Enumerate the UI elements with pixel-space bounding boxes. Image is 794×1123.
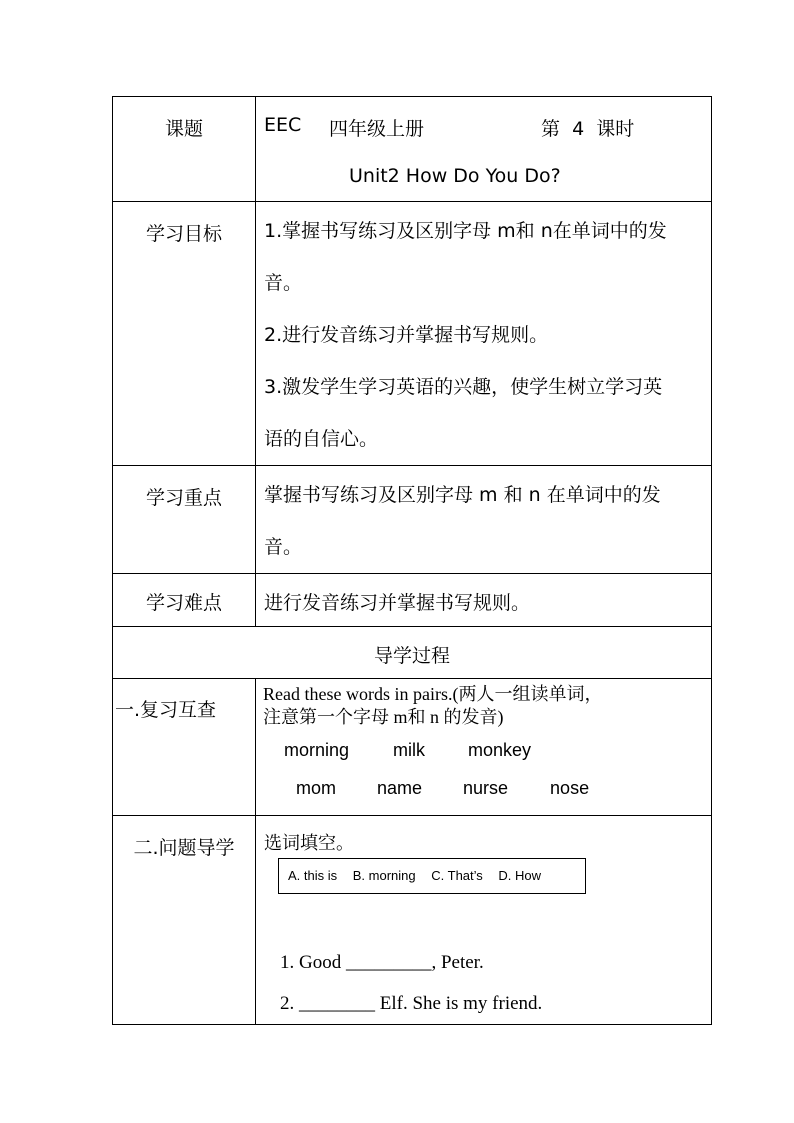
topic-unit: Unit2 How Do You Do? bbox=[349, 165, 561, 187]
goals-row bbox=[113, 202, 712, 466]
questions-label-cell bbox=[113, 816, 256, 1025]
key-points-row bbox=[113, 466, 712, 574]
questions-label: 二.问题导学 bbox=[133, 837, 235, 859]
goal-line: 2.进行发音练习并掌握书写规则。 bbox=[264, 324, 549, 346]
word-item: milk bbox=[393, 740, 426, 760]
word-item: name bbox=[377, 778, 423, 798]
difficulties-row bbox=[113, 574, 712, 627]
topic-lesson: 第 4 课时 bbox=[541, 118, 635, 140]
questions-content-cell bbox=[256, 816, 712, 1025]
goals-content-cell bbox=[256, 202, 712, 466]
topic-code: EEC bbox=[264, 114, 302, 136]
questions-row bbox=[113, 816, 712, 1025]
difficulties-text: 进行发音练习并掌握书写规则。 bbox=[264, 592, 531, 614]
option-item: D. How bbox=[498, 868, 542, 883]
key-point-line: 音。 bbox=[264, 536, 303, 558]
word-item: mom bbox=[296, 778, 336, 798]
lesson-plan-table bbox=[112, 96, 712, 1025]
key-points-label: 学习重点 bbox=[145, 487, 222, 509]
topic-row bbox=[113, 97, 712, 202]
topic-content-cell bbox=[256, 97, 712, 202]
review-instruction: Read these words in pairs.(两人一组读单词， bbox=[263, 684, 603, 704]
review-instruction-cont: 注意第一个字母 m和 n 的发音) bbox=[263, 707, 504, 727]
goals-label-cell bbox=[113, 202, 256, 466]
option-item: B. morning bbox=[352, 868, 416, 883]
word-options-box bbox=[278, 858, 586, 894]
goal-line: 音。 bbox=[264, 272, 303, 294]
key-points-content-cell bbox=[256, 466, 712, 574]
word-item: morning bbox=[284, 740, 350, 760]
goals-label: 学习目标 bbox=[145, 223, 222, 245]
word-item: monkey bbox=[468, 740, 532, 760]
topic-label: 课题 bbox=[164, 118, 203, 140]
difficulties-content-cell bbox=[256, 574, 712, 627]
difficulties-label: 学习难点 bbox=[145, 592, 222, 614]
process-header-cell bbox=[113, 627, 712, 679]
topic-grade: 四年级上册 bbox=[329, 118, 425, 140]
process-header-row bbox=[113, 627, 712, 679]
question-item-1: 1. Good _________, Peter. bbox=[280, 952, 484, 973]
topic-label-cell bbox=[113, 97, 256, 202]
goal-line: 3.激发学生学习英语的兴趣，使学生树立学习英 bbox=[264, 376, 663, 398]
word-row-2 bbox=[256, 761, 711, 799]
review-content-cell bbox=[256, 679, 712, 816]
question-item-2: 2. ________ Elf. She is my friend. bbox=[280, 993, 543, 1014]
word-item: nose bbox=[550, 778, 590, 798]
process-header: 导学过程 bbox=[373, 645, 450, 667]
word-row-1 bbox=[256, 729, 711, 761]
option-item: C. That’s bbox=[431, 868, 483, 883]
option-item: A. this is bbox=[288, 868, 338, 883]
questions-instruction: 选词填空。 bbox=[264, 833, 354, 853]
review-row bbox=[113, 679, 712, 816]
review-label-cell bbox=[113, 679, 256, 816]
lesson-plan-sheet bbox=[112, 96, 711, 1018]
word-item: nurse bbox=[463, 778, 509, 798]
goal-line: 语的自信心。 bbox=[264, 428, 379, 450]
goal-line: 1.掌握书写练习及区别字母 m和 n在单词中的发 bbox=[264, 220, 667, 242]
key-point-line: 掌握书写练习及区别字母 m 和 n 在单词中的发 bbox=[264, 484, 661, 506]
key-points-label-cell bbox=[113, 466, 256, 574]
review-label: 一.复习互查 bbox=[115, 699, 217, 721]
difficulties-label-cell bbox=[113, 574, 256, 627]
